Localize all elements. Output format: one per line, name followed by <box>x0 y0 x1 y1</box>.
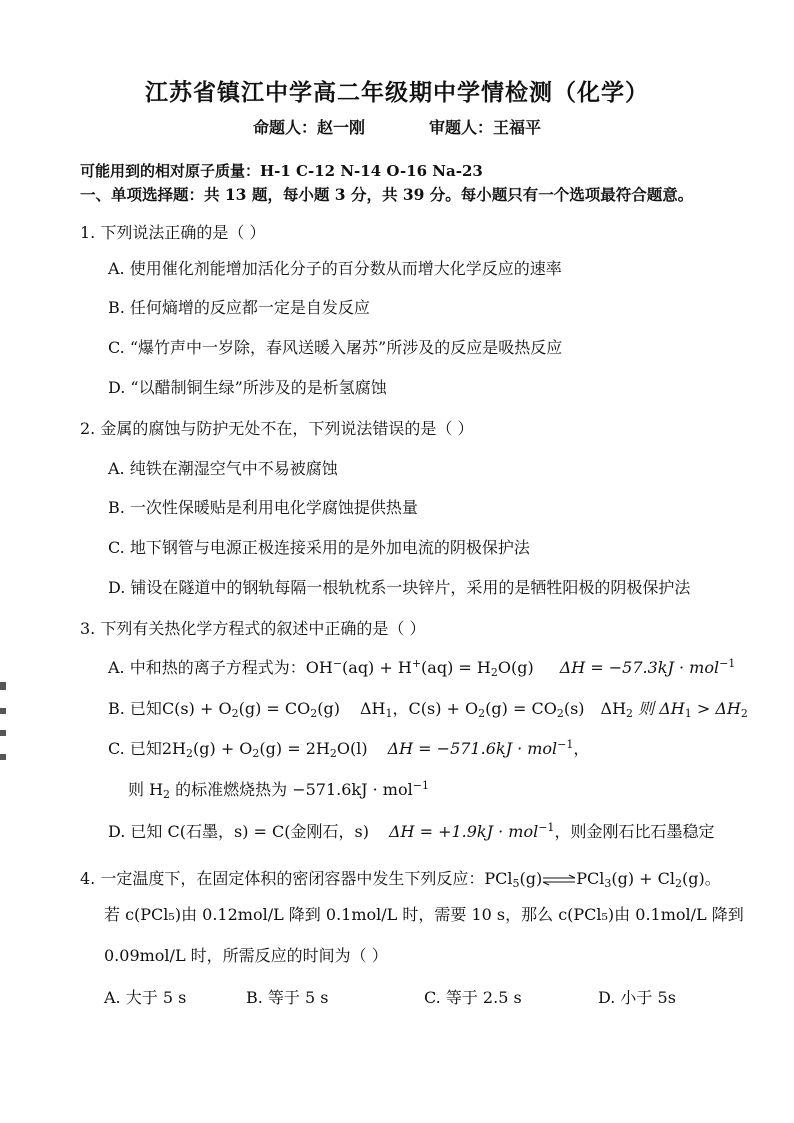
question-4-option-d: D. 小于 5s <box>598 988 676 1007</box>
question-1-option-a: A. 使用催化剂能增加活化分子的百分数从而增大化学反应的速率 <box>108 259 562 278</box>
question-3-option-d: D. 已知 C(石墨，s) = C(金刚石，s) ΔH = +1.9kJ · mol$^{-1}$，则金刚石比石墨稳定 <box>108 821 715 841</box>
scan-mark <box>0 682 6 690</box>
question-reviewer: 审题人：王福平 <box>429 118 542 137</box>
section-heading: 一、单项选择题：共 13 题，每小题 3 分，共 39 分。每小题只有一个选项最符合题意。 <box>80 185 694 204</box>
question-setter: 命题人：赵一刚 <box>252 118 365 137</box>
question-3-option-b: B. 已知$C(s) + O_2(g) = CO_2(g)$ $\Delta H_1$，$C(s) + O_2(g) = CO_2(s)$ $\Delta H_2$ 则 $\Delta H_1 > \Delta H_2$ <box>108 699 748 720</box>
question-4-option-c: C. 等于 2.5 s <box>424 988 522 1007</box>
question-4-option-b: B. 等于 5 s <box>246 988 329 1007</box>
scan-mark <box>0 754 6 760</box>
question-1-option-d: D. “以醋制铜生绿”所涉及的是析氢腐蚀 <box>108 378 387 397</box>
authors-line <box>0 115 794 138</box>
question-3-stem: 3. 下列有关热化学方程式的叙述中正确的是（ ） <box>80 619 426 638</box>
atomic-masses: 可能用到的相对原子质量：H-1 C-12 N-14 O-16 Na-23 <box>80 162 483 180</box>
question-1-option-b: B. 任何熵增的反应都一定是自发反应 <box>108 298 370 317</box>
question-4-option-a: A. 大于 5 s <box>104 988 187 1007</box>
question-2-option-a: A. 纯铁在潮湿空气中不易被腐蚀 <box>108 459 338 478</box>
question-2-option-c: C. 地下钢管与电源正极连接采用的是外加电流的阴极保护法 <box>108 538 530 557</box>
scan-mark <box>0 708 6 714</box>
question-1-stem: 1. 下列说法正确的是（ ） <box>80 223 266 242</box>
question-3-option-c: C. 已知$2H_2(g) + O_2(g) = 2H_2O(l) \Delta H = -571.6kJ \cdot mol^{-1}$， <box>108 738 590 760</box>
scan-mark <box>0 730 6 736</box>
question-4-stem: 4. 一定温度下，在固定体积的密闭容器中发生下列反应：PCl$_5$(g) $PCl_3(g) + Cl_2(g)$。 <box>80 869 721 890</box>
question-4-options <box>104 985 704 1007</box>
question-3-option-c-continued: 则 $H_2$ 的标准燃烧热为 −571.6kJ · mol$^{-1}$ <box>128 779 429 801</box>
question-3-option-a: A. 中和热的离子方程式为：$OH^-(aq) + H^+(aq) = H_2O(g) \Delta H = -57.3kJ \cdot mol^{-1}$ <box>108 657 736 679</box>
question-4-stem-line-2: 若 c(PCl₅)由 0.12mol/L 降到 0.1mol/L 时，需要 10 s，那么 c(PCl₅)由 0.1mol/L 降到 <box>104 905 744 924</box>
question-4-stem-line-3: 0.09mol/L 时，所需反应的时间为（ ） <box>104 946 388 965</box>
question-2-option-d: D. 铺设在隧道中的钢轨每隔一根轨枕系一块锌片，采用的是牺牲阳极的阴极保护法 <box>108 578 691 597</box>
question-2-option-b: B. 一次性保暖贴是利用电化学腐蚀提供热量 <box>108 498 418 517</box>
question-2-stem: 2. 金属的腐蚀与防护无处不在，下列说法错误的是（ ） <box>80 419 474 438</box>
question-1-option-c: C. “爆竹声中一岁除，春风送暖入屠苏”所涉及的反应是吸热反应 <box>108 338 563 357</box>
page-title: 江苏省镇江中学高二年级期中学情检测（化学） <box>145 79 649 106</box>
equilibrium-arrow-icon <box>542 874 576 886</box>
